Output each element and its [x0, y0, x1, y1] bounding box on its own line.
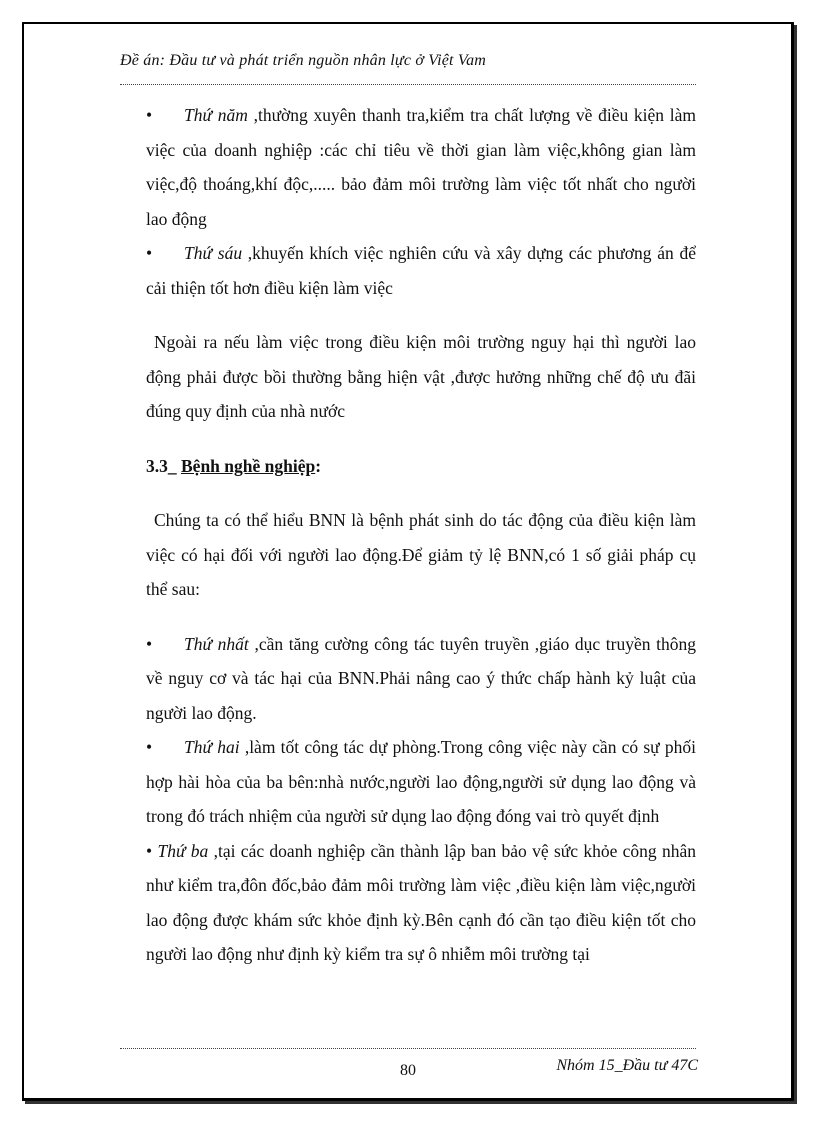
bullet-item: [146, 730, 696, 834]
section-number: 3.3_: [146, 455, 181, 476]
bullet-icon: •: [146, 105, 153, 125]
bullet-icon: •: [146, 633, 153, 654]
page-number: 80: [400, 1062, 416, 1079]
bullet-text: ,thường xuyên thanh tra,kiểm tra chất lượng về điều kiện làm việc của doanh nghiệp :các chỉ tiêu về thời gian làm việc,không gian làm việc,độ thoáng,khí độc,..... bảo đảm môi trường làm việc tốt nhất cho người lao động: [146, 105, 696, 229]
bullet-text: ,làm tốt công tác dự phòng.Trong công việc này cần có sự phối hợp hài hòa của ba bên:nhà nước,người lao động,người sử dụng lao động và trong đó trách nhiệm của người sử dụng lao động đóng vai trò quyết định: [146, 737, 696, 826]
bullet-item: [146, 834, 696, 972]
bullet-term: Thứ nhất: [184, 633, 249, 654]
bullet-text: ,tại các doanh nghiệp cần thành lập ban bảo vệ sức khỏe công nhân như kiểm tra,đôn đốc,bảo đảm môi trường làm việc ,điều kiện làm việc,người lao động được khám sức khỏe định kỳ.Bên cạnh đó cần tạo điều kiện tốt cho người lao động như định kỳ kiểm tra sự ô nhiễm môi trường tại: [146, 840, 697, 964]
bullet-term: Thứ sáu: [184, 243, 243, 263]
bullet-term: Thứ năm: [184, 105, 248, 125]
section-heading: 3.3_ Bệnh nghề nghiệp:: [146, 455, 322, 476]
bullet-icon: •: [146, 243, 153, 263]
page-header: Đề án: Đầu tư và phát triển nguồn nhân lực ở Việt Vam: [120, 52, 487, 69]
bullet-item: [146, 627, 696, 731]
bullet-icon: •: [146, 737, 153, 757]
footer-divider: [120, 1048, 696, 1049]
bullet-term: Thứ hai: [184, 737, 240, 757]
bullet-term: Thứ ba: [157, 840, 209, 861]
bullet-text: ,khuyến khích việc nghiên cứu và xây dựng các phương án để cải thiện tốt hơn điều kiện làm việc: [146, 243, 696, 298]
header-divider: [120, 84, 696, 85]
footer-group-label: Nhóm 15_Đầu tư 47C: [556, 1057, 698, 1074]
bullet-item: [146, 98, 696, 236]
paragraph: Chúng ta có thể hiểu BNN là bệnh phát sinh do tác động của điều kiện làm việc có hại đối với người lao động.Để giảm tỷ lệ BNN,có 1 số giải pháp cụ thể sau:: [146, 510, 696, 599]
bullet-icon: •: [146, 840, 153, 861]
paragraph: Ngoài ra nếu làm việc trong điều kiện môi trường nguy hại thì người lao động phải được bồi thường bằng hiện vật ,được hưởng những chế độ ưu đãi đúng quy định của nhà nước: [146, 332, 696, 421]
document-body: [146, 98, 696, 972]
bullet-text: ,cần tăng cường công tác tuyên truyền ,giáo dục truyền thông về nguy cơ và tác hại của BNN.Phải nâng cao ý thức chấp hành kỷ luật của người lao động.: [146, 633, 697, 723]
section-title: Bệnh nghề nghiệp: [181, 455, 316, 476]
bullet-item: [146, 236, 696, 305]
